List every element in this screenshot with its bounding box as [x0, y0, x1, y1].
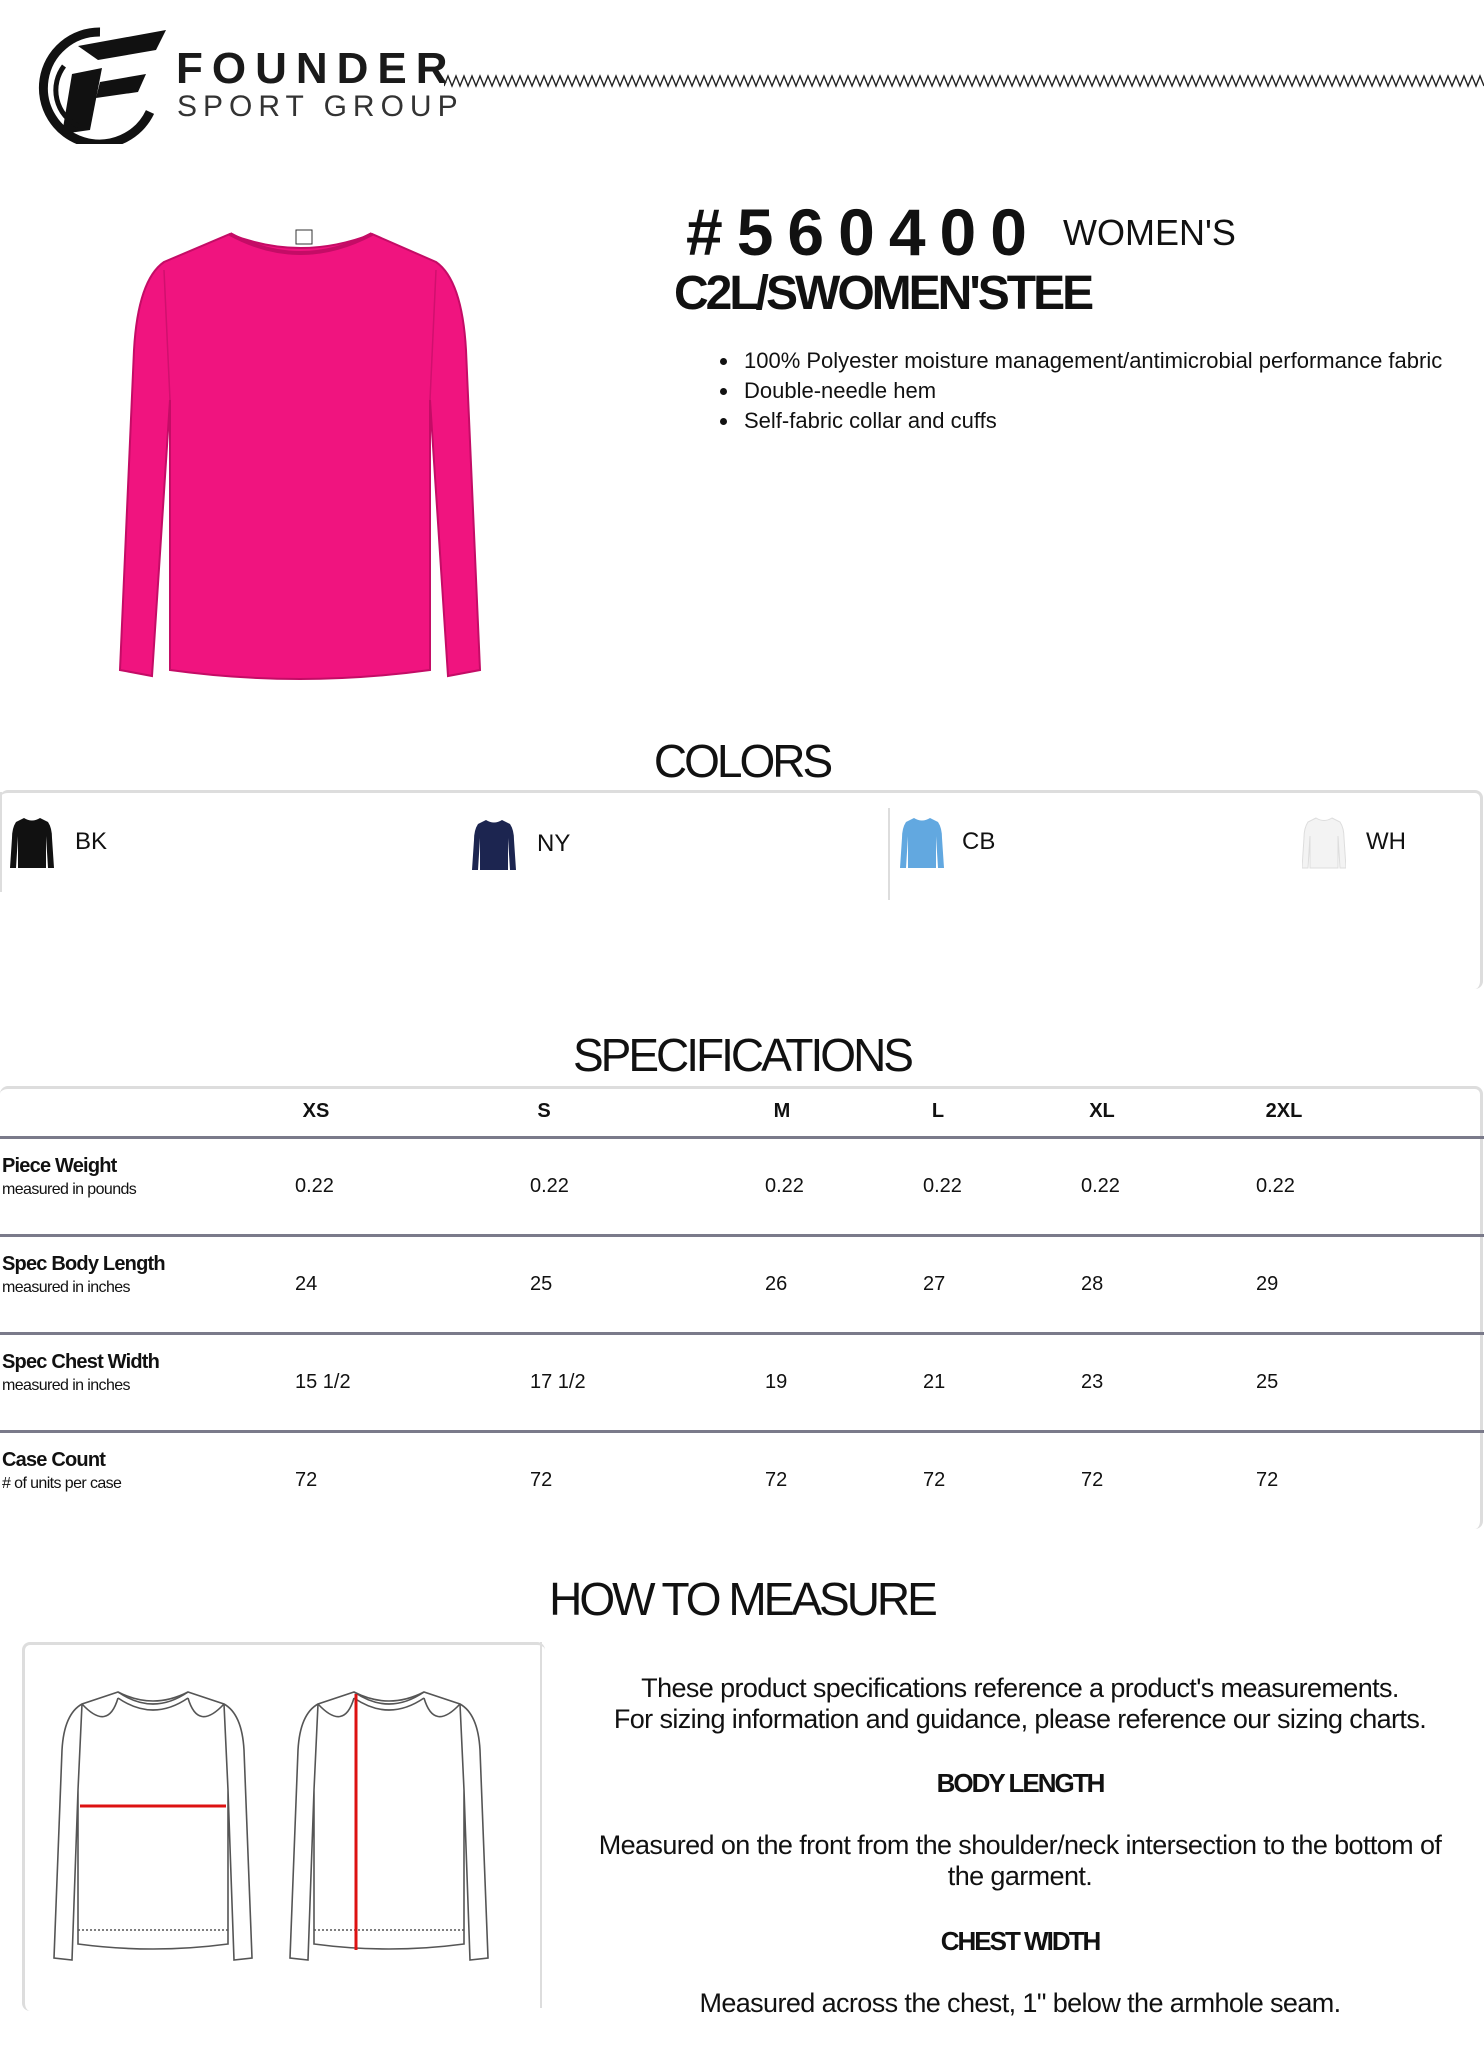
color-code-bk: BK: [75, 828, 108, 855]
row-sublabel-case-count: # of units per case: [2, 1475, 122, 1492]
size-header-2xl: 2XL: [1265, 1100, 1303, 1122]
feature-item: • 100% Polyester moisture management/antimicrobial performance fabric: [740, 346, 1442, 376]
table-row-divider: [0, 1234, 1484, 1237]
measure-diagram-icon: [38, 1680, 498, 1980]
brand-name: FOUNDER: [176, 44, 457, 93]
table-cell: 15 1/2: [295, 1371, 351, 1393]
table-cell: 19: [765, 1371, 788, 1393]
table-cell: 25: [530, 1273, 553, 1295]
table-cell: 24: [295, 1273, 318, 1295]
table-row-divider: [0, 1430, 1484, 1433]
table-cell: 0.22: [295, 1175, 334, 1197]
row-sublabel-chest-width: measured in inches: [2, 1377, 130, 1394]
measure-intro-line1: These product specifications reference a product's measurements.: [641, 1673, 1399, 1703]
body-length-heading: BODY LENGTH: [936, 1768, 1104, 1798]
color-code-cb: CB: [962, 828, 996, 855]
table-cell: 0.22: [530, 1175, 569, 1197]
size-header-l: L: [931, 1100, 945, 1122]
size-header-m: M: [773, 1100, 791, 1122]
header-zigzag-divider: [444, 74, 1484, 88]
table-cell: 28: [1081, 1273, 1104, 1295]
color-swatch-wh[interactable]: [1302, 814, 1346, 870]
colors-panel-edge: [0, 792, 2, 892]
product-shirt-image: [110, 210, 490, 690]
table-cell: 25: [1256, 1371, 1279, 1393]
feature-list: [718, 346, 1442, 436]
measure-panel-divider: [540, 1642, 542, 2008]
table-cell: 0.22: [1081, 1175, 1120, 1197]
table-cell: 72: [923, 1469, 946, 1491]
chest-width-text: Measured across the chest, 1" below the armhole seam.: [699, 1988, 1341, 2018]
table-cell: 26: [765, 1273, 788, 1295]
row-label-case-count: Case Count: [2, 1449, 106, 1471]
specifications-table: [0, 1086, 1483, 1529]
table-cell: 23: [1081, 1371, 1104, 1393]
table-cell: 72: [295, 1469, 318, 1491]
table-row-divider: [0, 1332, 1484, 1335]
table-row-divider: [0, 1136, 1484, 1139]
size-header-xs: XS: [302, 1100, 330, 1122]
feature-item: • Self-fabric collar and cuffs: [740, 406, 1442, 436]
how-to-measure-title: HOW TO MEASURE: [549, 1573, 935, 1625]
shirt-tag-icon: [296, 230, 312, 244]
product-name: C2L/SWOMEN'STEE: [674, 267, 1092, 320]
colors-panel: [0, 790, 1483, 989]
table-cell: 29: [1256, 1273, 1279, 1295]
color-code-wh: WH: [1366, 828, 1406, 855]
table-cell: 72: [765, 1469, 788, 1491]
table-cell: 0.22: [765, 1175, 804, 1197]
colors-title: COLORS: [653, 735, 831, 787]
row-label-body-length: Spec Body Length: [2, 1253, 165, 1275]
product-number: #560400: [686, 195, 1041, 269]
color-swatch-cb[interactable]: [900, 814, 944, 870]
color-swatch-ny[interactable]: [472, 816, 516, 872]
product-gender: WOMEN'S: [1063, 212, 1236, 253]
size-header-xl: XL: [1089, 1100, 1115, 1122]
brand-subname: SPORT GROUP: [177, 90, 464, 123]
color-code-ny: NY: [537, 830, 571, 857]
table-cell: 17 1/2: [530, 1371, 586, 1393]
table-cell: 0.22: [923, 1175, 962, 1197]
body-length-text-line2: the garment.: [947, 1861, 1093, 1891]
table-cell: 0.22: [1256, 1175, 1295, 1197]
row-label-chest-width: Spec Chest Width: [2, 1351, 160, 1373]
row-sublabel-piece-weight: measured in pounds: [2, 1181, 137, 1198]
body-length-text-line1: Measured on the front from the shoulder/neck intersection to the bottom of: [598, 1830, 1442, 1860]
row-label-piece-weight: Piece Weight: [2, 1155, 117, 1177]
table-cell: 21: [923, 1371, 946, 1393]
shirt-body: [120, 234, 480, 679]
table-cell: 27: [923, 1273, 946, 1295]
size-header-s: S: [537, 1100, 551, 1122]
chest-width-heading: CHEST WIDTH: [940, 1926, 1100, 1956]
specifications-title: SPECIFICATIONS: [573, 1029, 911, 1081]
table-cell: 72: [1081, 1469, 1104, 1491]
founder-logo-icon: [38, 26, 168, 144]
measure-intro-line2: For sizing information and guidance, please reference our sizing charts.: [613, 1704, 1427, 1734]
table-cell: 72: [530, 1469, 553, 1491]
row-sublabel-body-length: measured in inches: [2, 1279, 130, 1296]
table-cell: 72: [1256, 1469, 1279, 1491]
colors-panel-divider: [888, 808, 890, 900]
feature-item: • Double-needle hem: [740, 376, 1442, 406]
color-swatch-bk[interactable]: [10, 814, 54, 870]
